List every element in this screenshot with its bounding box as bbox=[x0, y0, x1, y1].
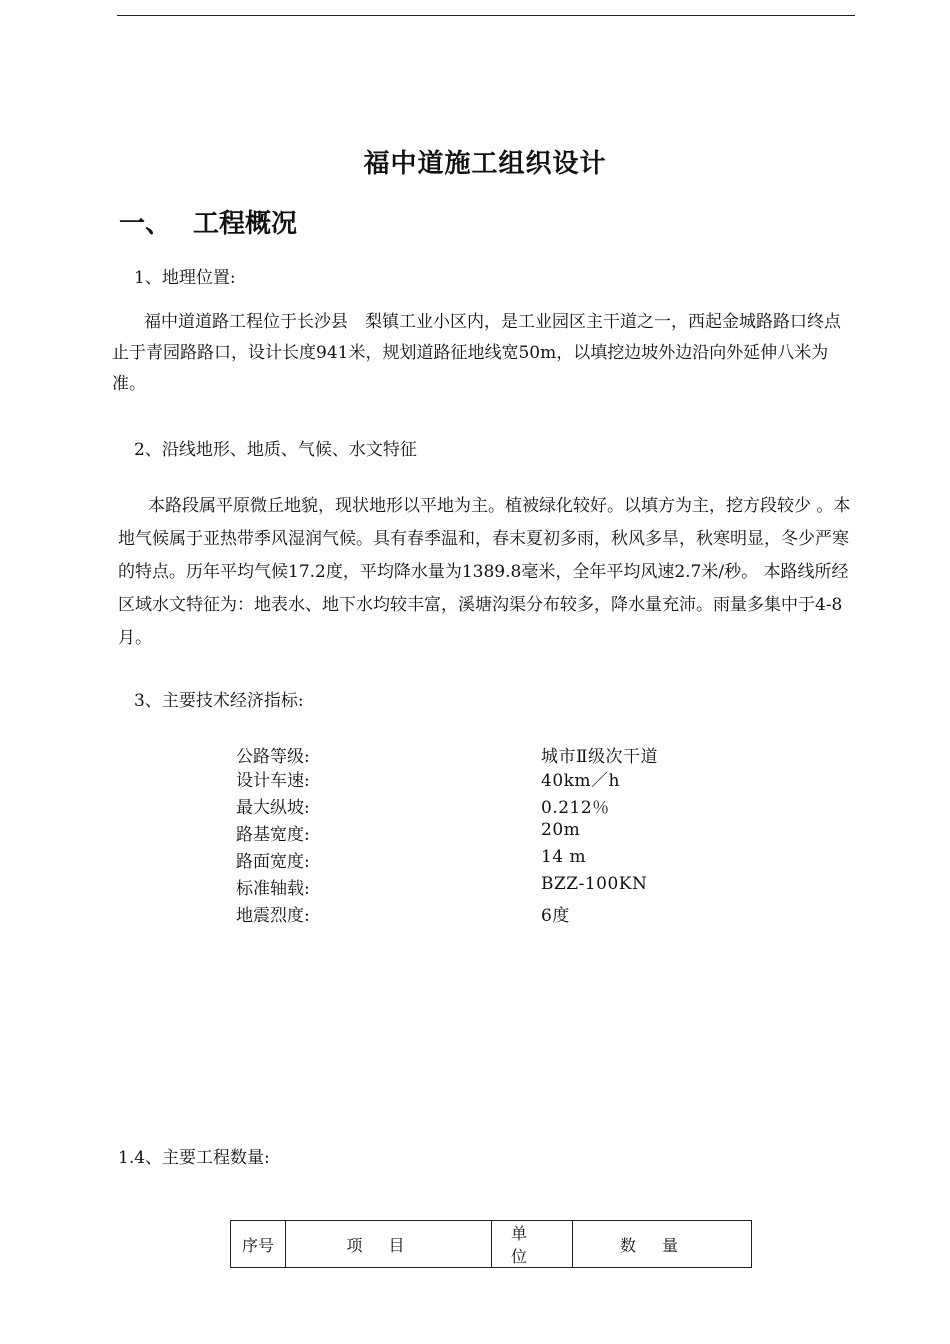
geo-heading: 1、地理位置: bbox=[134, 268, 236, 288]
col-header-unit: 单位 bbox=[492, 1221, 573, 1268]
spec-value: 14 m bbox=[541, 847, 587, 867]
section-heading bbox=[119, 203, 297, 240]
section-label: 工程概况 bbox=[193, 209, 298, 239]
col-header-item: 项目 bbox=[286, 1221, 492, 1268]
table-header-row bbox=[231, 1221, 752, 1268]
terrain-paragraph: 本路段属平原微丘地貌，现状地形以平地为主。植被绿化较好。以填方为主，挖方段较少 。本地气候属于亚热带季风湿润气候。具有春季温和，春末夏初多雨，秋风多旱，秋寒明显，冬少严寒的特点。历年平均气候17.2度，平均降水量为1389.8毫米，全年平均风速2.7米/秒。 本路线所经区域水文特征为：地表水、地下水均较丰富，溪塘沟渠分布较多，降水量充沛。雨量多集中于4-8月。 bbox=[118, 496, 851, 648]
spec-label: 地震烈度: bbox=[236, 906, 310, 926]
spec-label: 最大纵坡: bbox=[236, 798, 310, 818]
spec-label: 路面宽度: bbox=[236, 852, 310, 872]
specs-heading: 3、主要技术经济指标: bbox=[134, 691, 304, 711]
geo-paragraph: 福中道道路工程位于长沙县 梨镇工业小区内，是工业园区主干道之一，西起金城路路口终点止于青园路路口，设计长度941米，规划道路征地线宽50m，以填挖边坡外边沿向外延伸八米为准。 bbox=[112, 312, 841, 394]
col-header-index: 序号 bbox=[231, 1221, 286, 1268]
section-number: 一、 bbox=[119, 209, 172, 239]
terrain-heading: 2、沿线地形、地质、气候、水文特征 bbox=[134, 440, 417, 460]
spec-value: BZZ-100KN bbox=[541, 874, 648, 894]
col-header-quantity: 数量 bbox=[573, 1221, 752, 1268]
quantities-table bbox=[230, 1220, 752, 1268]
spec-value: 0.212％ bbox=[541, 798, 610, 818]
spec-label: 标准轴载: bbox=[236, 879, 310, 899]
spec-label: 设计车速: bbox=[236, 771, 310, 791]
spec-value: 城市Ⅱ级次干道 bbox=[541, 747, 659, 767]
spec-value: 6度 bbox=[541, 906, 570, 926]
spec-label: 公路等级: bbox=[236, 747, 310, 767]
header-rule bbox=[117, 15, 855, 16]
spec-value: 40km／h bbox=[541, 771, 621, 791]
document-title: 福中道施工组织设计 bbox=[363, 149, 607, 179]
spec-value: 20m bbox=[541, 820, 581, 840]
spec-label: 路基宽度: bbox=[236, 825, 310, 845]
quantities-heading: 1.4、主要工程数量: bbox=[118, 1148, 270, 1168]
